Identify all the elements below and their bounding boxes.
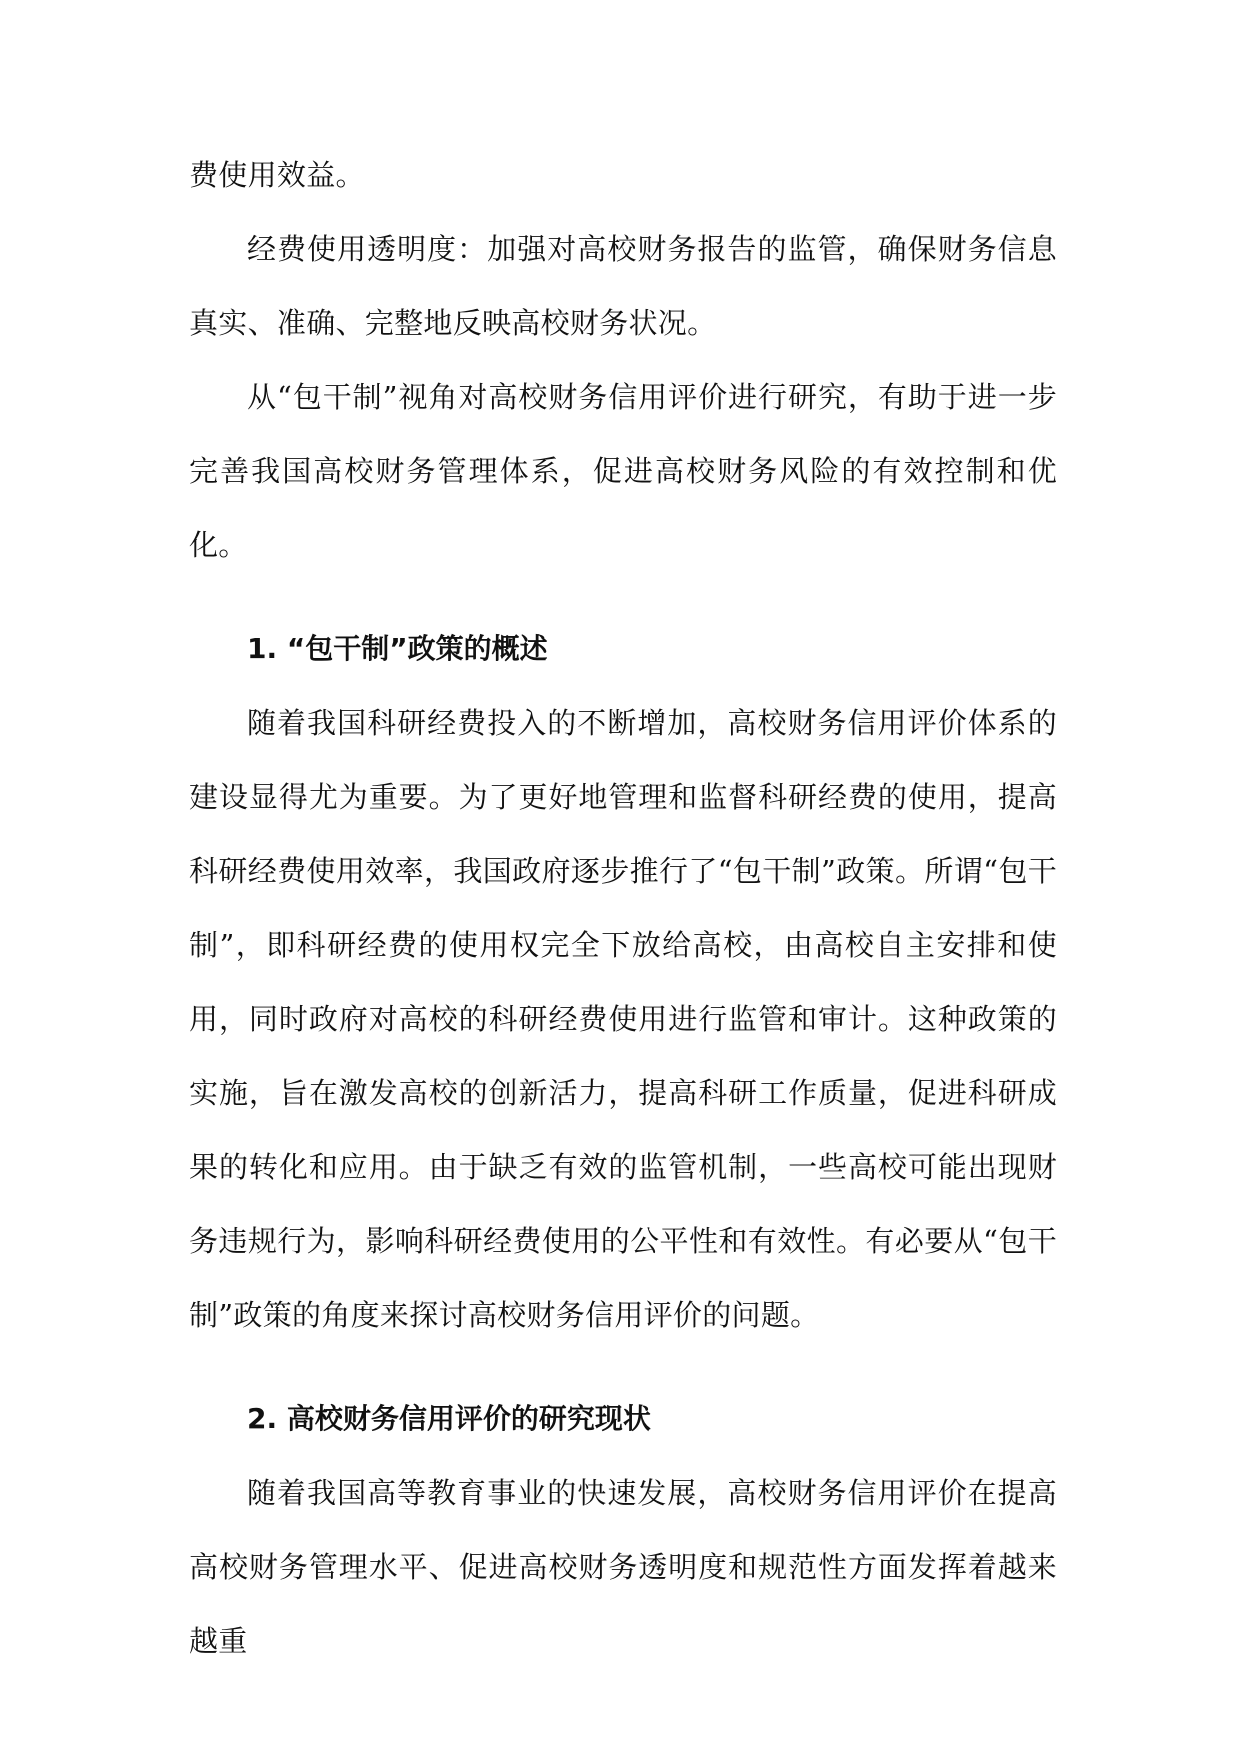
document-body — [189, 138, 1057, 1678]
section-spacer — [189, 1352, 1057, 1382]
paragraph-transparency: 经费使用透明度：加强对高校财务报告的监管，确保财务信息真实、准确、完整地反映高校财务状况。 — [189, 232, 1057, 340]
section-1-body: 随着我国科研经费投入的不断增加，高校财务信用评价体系的建设显得尤为重要。为了更好地管理和监督科研经费的使用，提高科研经费使用效率，我国政府逐步推行了“包干制”政策。所谓“包干制”，即科研经费的使用权完全下放给高校，由高校自主安排和使用，同时政府对高校的科研经费使用进行监管和审计。这种政策的实施，旨在激发高校的创新活力，提高科研工作质量，促进科研成果的转化和应用。由于缺乏有效的监管机制，一些高校可能出现财务违规行为，影响科研经费使用的公平性和有效性。有必要从“包干制”政策的角度来探讨高校财务信用评价的问题。 — [189, 706, 1057, 1332]
paragraph-research-significance: 从“包干制”视角对高校财务信用评价进行研究，有助于进一步完善我国高校财务管理体系，促进高校财务风险的有效控制和优化。 — [189, 380, 1057, 562]
section-1-heading: 1. “包干制”政策的概述 — [247, 632, 548, 665]
paragraph-continued: 费使用效益。 — [189, 158, 365, 192]
section-2-heading: 2. 高校财务信用评价的研究现状 — [247, 1402, 651, 1435]
section-2-body: 随着我国高等教育事业的快速发展，高校财务信用评价在提高高校财务管理水平、促进高校财务透明度和规范性方面发挥着越来越重 — [189, 1476, 1057, 1658]
section-spacer — [189, 582, 1057, 612]
